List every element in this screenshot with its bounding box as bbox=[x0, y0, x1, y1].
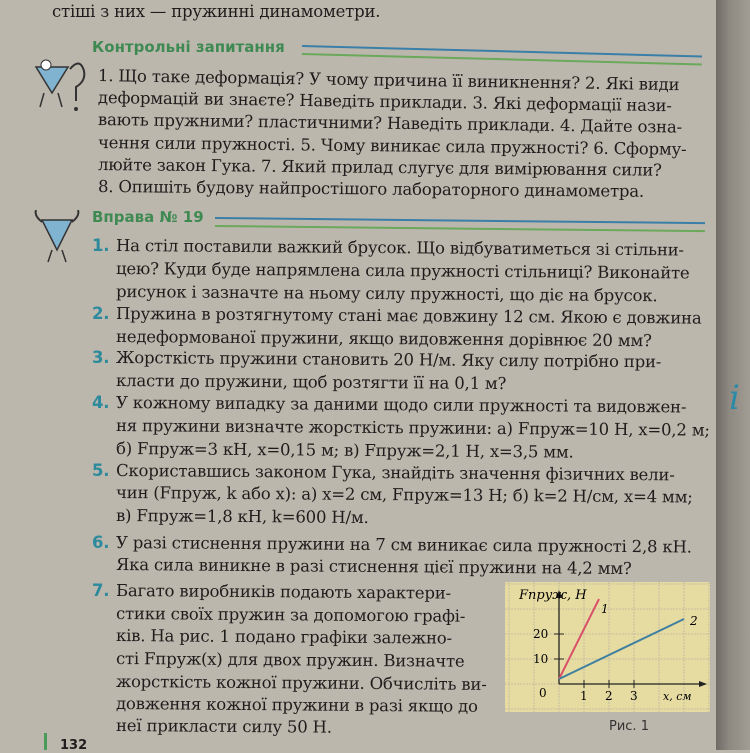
exercise-line: У разі стиснення пружини на 7 см виникає сила пружності 2,8 кН. bbox=[115, 533, 692, 557]
exercise-line: ня пружини визначте жорсткість пружини: а) Fпруж=10 Н, x=0,2 м; bbox=[115, 416, 710, 440]
heading-rule bbox=[302, 45, 702, 65]
exercise-line: ків. На рис. 1 подано графіки залежно- bbox=[115, 626, 453, 648]
y-axis-label: Fпруж, Н bbox=[519, 588, 587, 603]
exercise-line: неї прикласти силу 50 Н. bbox=[115, 716, 332, 737]
x-tick-label: 3 bbox=[630, 689, 638, 703]
origin-label: 0 bbox=[539, 686, 547, 700]
y-tick-label: 10 bbox=[533, 652, 549, 666]
questions-heading: Контрольні запитання bbox=[92, 38, 285, 56]
exercise-line: довження кожної пружини в разі якщо до bbox=[115, 694, 478, 716]
exercise-line: чин (Fпруж, k або x): а) x=2 см, Fпруж=13 Н; б) k=2 Н/см, x=4 мм; bbox=[115, 483, 693, 507]
question-line: деформацій ви знаєте? Наведіть приклади. 3. Які деформації нази- bbox=[97, 88, 672, 116]
exercise-line: рисунок і зазначте на ньому силу пружності, що діє на брусок. bbox=[115, 282, 658, 306]
exercise-number: 5. bbox=[92, 461, 110, 480]
exercise-line: На стіл поставили важкий брусок. Що відбуватиметься зі стільни- bbox=[115, 236, 684, 260]
exercise-line: б) Fпруж=3 кН, x=0,15 м; в) Fпруж=2,1 Н, x=3,5 мм. bbox=[115, 439, 574, 462]
exercise-number: 7. bbox=[92, 581, 110, 600]
exercise-line: цею? Куди буде напрямлена сила пружності стільниці? Виконайте bbox=[115, 259, 690, 283]
x-tick-label: 2 bbox=[605, 689, 613, 703]
series-label: 1 bbox=[601, 602, 609, 616]
exercise-line: класти до пружини, щоб розтягти її на 0,1 м? bbox=[115, 371, 507, 394]
next-page-letter: i bbox=[729, 378, 740, 418]
exercise-number: 1. bbox=[92, 236, 110, 255]
x-tick-label: 1 bbox=[580, 689, 588, 703]
exercise-line: жорсткість кожної пружини. Обчисліть ви- bbox=[115, 672, 487, 694]
question-line: чення сили пружності. 5. Чому виникає сила пружності? 6. Сформу- bbox=[97, 133, 687, 159]
exercise-line: в) Fпруж=1,8 кН, k=600 Н/м. bbox=[115, 506, 369, 527]
exercise-line: Яка сила виникне в разі стиснення цієї пружини на 4,2 мм? bbox=[115, 555, 632, 579]
question-line: 8. Опишіть будову найпростішого лабораторного динамометра. bbox=[97, 177, 645, 201]
exercise-line: стики своїх пружин за допомогою графі- bbox=[115, 604, 466, 626]
series-label: 2 bbox=[690, 614, 698, 628]
exercise-line: Пружина в розтягнутому стані має довжину 12 см. Якою є довжина bbox=[115, 304, 702, 328]
page-number: 132 bbox=[60, 738, 88, 753]
exercise-number: 2. bbox=[92, 304, 110, 323]
exercise-line: Жорсткість пружини становить 20 Н/м. Яку силу потрібно при- bbox=[115, 348, 662, 372]
exercise-line: Скориставшись законом Гука, знайдіть значення фізичних вели- bbox=[115, 461, 675, 485]
top-line: стіші з них — пружинні динамометри. bbox=[52, 2, 381, 21]
strongman-mascot-icon bbox=[32, 210, 82, 270]
question-mascot-icon bbox=[28, 55, 88, 145]
page-number-bar bbox=[44, 733, 47, 750]
exercise-rule bbox=[215, 217, 705, 232]
spring-force-graph bbox=[505, 582, 710, 712]
exercise-number: 3. bbox=[92, 348, 110, 367]
question-line: вають пружними? пластичними? Наведіть приклади. 4. Дайте озна- bbox=[97, 110, 683, 137]
exercise-heading: Вправа № 19 bbox=[92, 208, 204, 226]
y-tick-label: 20 bbox=[533, 627, 549, 641]
exercise-line: Багато виробників подають характери- bbox=[115, 581, 451, 603]
exercise-number: 6. bbox=[92, 533, 110, 552]
exercise-line: сті Fпруж(x) для двох пружин. Визначте bbox=[115, 649, 465, 671]
exercise-line: У кожному випадку за даними щодо сили пружності та видовжен- bbox=[115, 393, 687, 417]
exercise-line: недеформованої пружини, якщо видовження дорівнює 20 мм? bbox=[115, 327, 652, 351]
x-axis-label: x, см bbox=[663, 690, 692, 703]
page-edge bbox=[716, 0, 750, 750]
question-line: люйте закон Гука. 7. Який прилад слугує для вимірювання сили? bbox=[97, 155, 662, 180]
exercise-number: 4. bbox=[92, 393, 110, 412]
question-line: 1. Що таке деформація? У чому причина її виникнення? 2. Які види bbox=[97, 66, 680, 95]
figure-caption: Рис. 1 bbox=[609, 719, 649, 734]
